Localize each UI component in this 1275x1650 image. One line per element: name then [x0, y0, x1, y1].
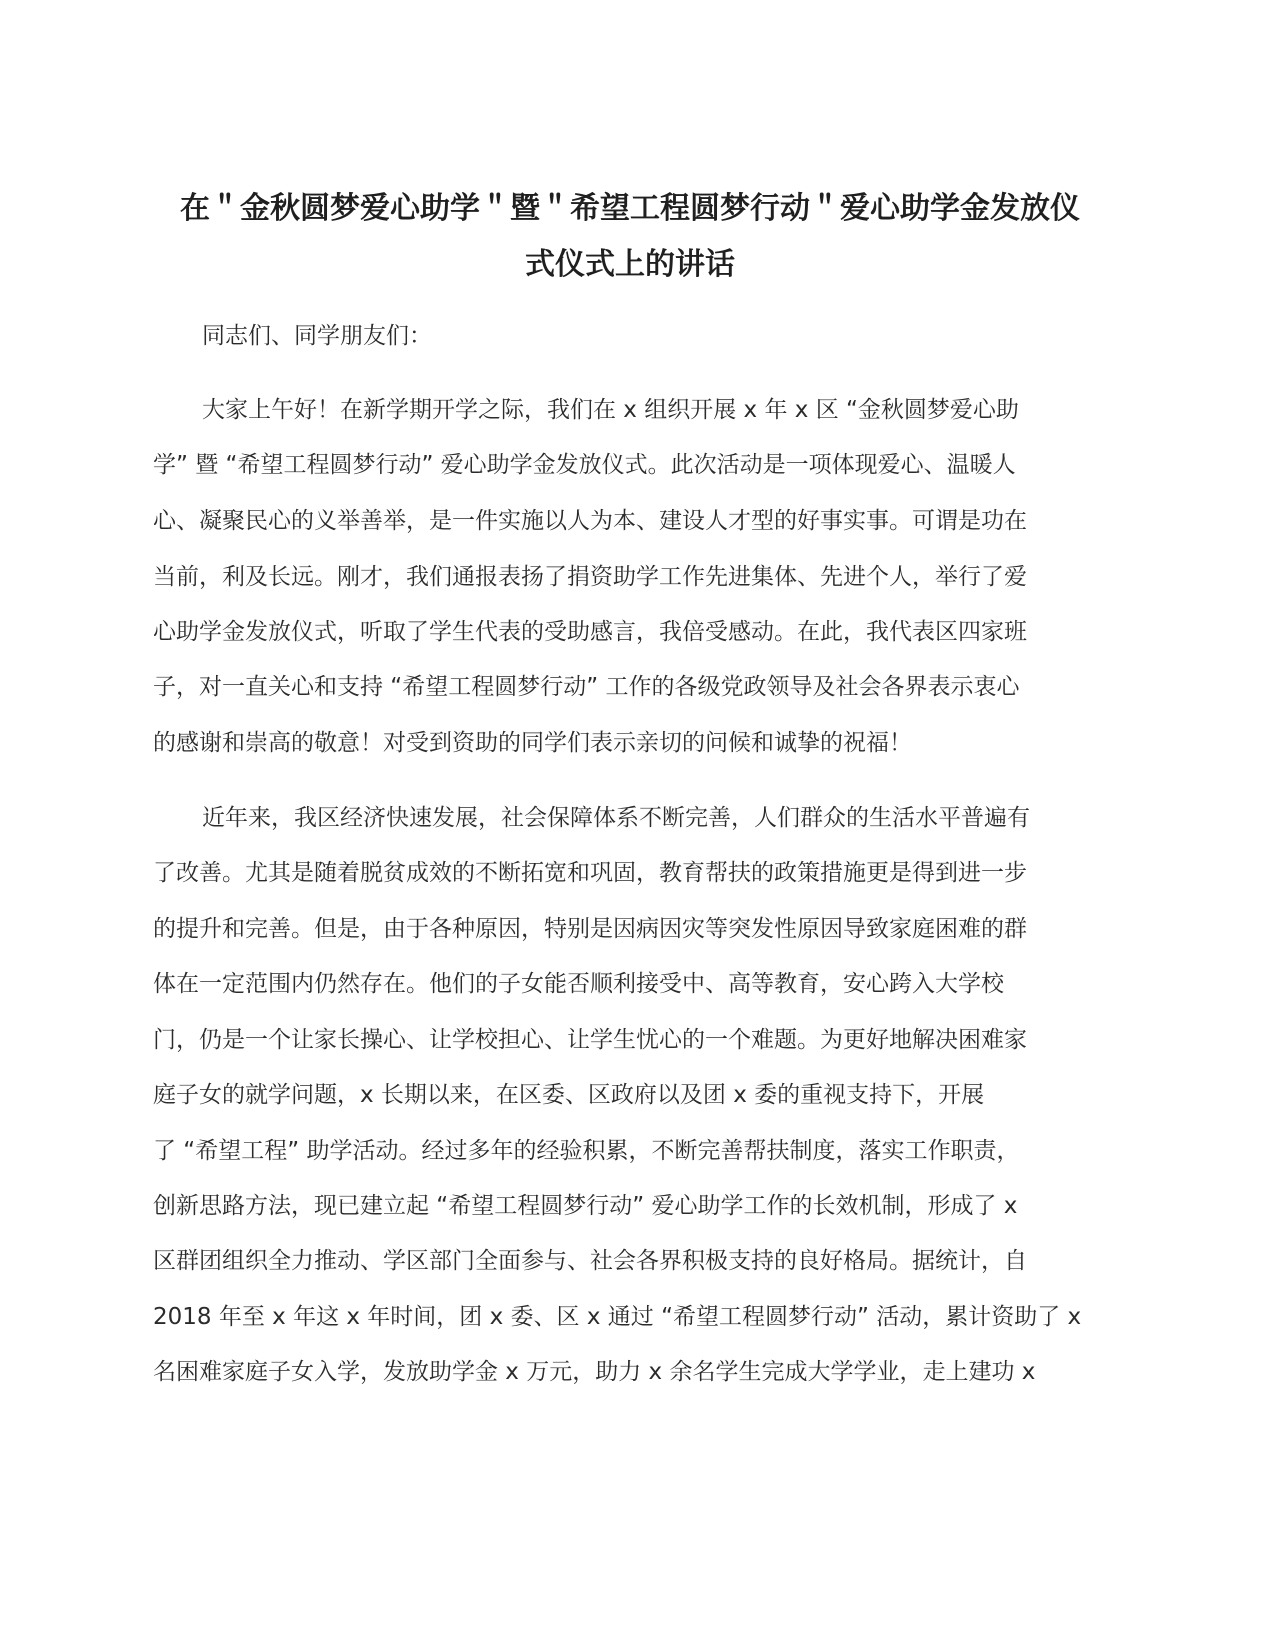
- document-title: [150, 181, 1110, 293]
- paragraph-line: 的提升和完善。但是，由于各种原因，特别是因病因灾等突发性原因导致家庭困难的群: [153, 916, 1027, 942]
- paragraph-line: 的感谢和崇高的敬意！对受到资助的同学们表示亲切的问候和诚挚的祝福！: [153, 730, 912, 756]
- paragraph-line: 庭子女的就学问题，x 长期以来，在区委、区政府以及团 x 委的重视支持下，开展: [153, 1082, 985, 1108]
- paragraph-line: 创新思路方法，现已建立起 “希望工程圆梦行动” 爱心助学工作的长效机制，形成了 x: [153, 1193, 1018, 1219]
- paragraph-line: 了改善。尤其是随着脱贫成效的不断拓宽和巩固，教育帮扶的政策措施更是得到进一步: [153, 860, 1027, 886]
- paragraph-line: 大家上午好！在新学期开学之际，我们在 x 组织开展 x 年 x 区 “金秋圆梦爱心助: [202, 397, 1019, 423]
- paragraph-line: 当前，利及长远。刚才，我们通报表扬了捐资助学工作先进集体、先进个人，举行了爱: [153, 564, 1027, 590]
- paragraph-line: 了 “希望工程” 助学活动。经过多年的经验积累，不断完善帮扶制度，落实工作职责，: [153, 1138, 1020, 1164]
- paragraph-line: 学” 暨 “希望工程圆梦行动” 爱心助学金发放仪式。此次活动是一项体现爱心、温暖人: [153, 452, 1016, 478]
- salutation: 同志们、同学朋友们：: [202, 323, 432, 349]
- paragraph-line: 门，仍是一个让家长操心、让学校担心、让学生忧心的一个难题。为更好地解决困难家: [153, 1027, 1027, 1053]
- paragraph-line: 近年来，我区经济快速发展，社会保障体系不断完善，人们群众的生活水平普遍有: [202, 805, 1030, 831]
- paragraph-line: 名困难家庭子女入学，发放助学金 x 万元，助力 x 余名学生完成大学学业，走上建功 x: [153, 1359, 1036, 1385]
- paragraph-line: 子，对一直关心和支持 “希望工程圆梦行动” 工作的各级党政领导及社会各界表示衷心: [153, 674, 1020, 700]
- title-line: 在＂金秋圆梦爱心助学＂暨＂希望工程圆梦行动＂爱心助学金发放仪: [180, 191, 1080, 226]
- title-line: 式仪式上的讲话: [525, 247, 735, 282]
- paragraph-line: 心助学金发放仪式，听取了学生代表的受助感言，我倍受感动。在此，我代表区四家班: [153, 619, 1027, 645]
- paragraph-line: 区群团组织全力推动、学区部门全面参与、社会各界积极支持的良好格局。据统计，自: [153, 1248, 1027, 1274]
- paragraph-line: 体在一定范围内仍然存在。他们的子女能否顺利接受中、高等教育，安心跨入大学校: [153, 971, 1004, 997]
- paragraph-line: 2018 年至 x 年这 x 年时间，团 x 委、区 x 通过 “希望工程圆梦行动” 活动，累计资助了 x: [153, 1304, 1082, 1330]
- paragraph-line: 心、凝聚民心的义举善举，是一件实施以人为本、建设人才型的好事实事。可谓是功在: [153, 508, 1027, 534]
